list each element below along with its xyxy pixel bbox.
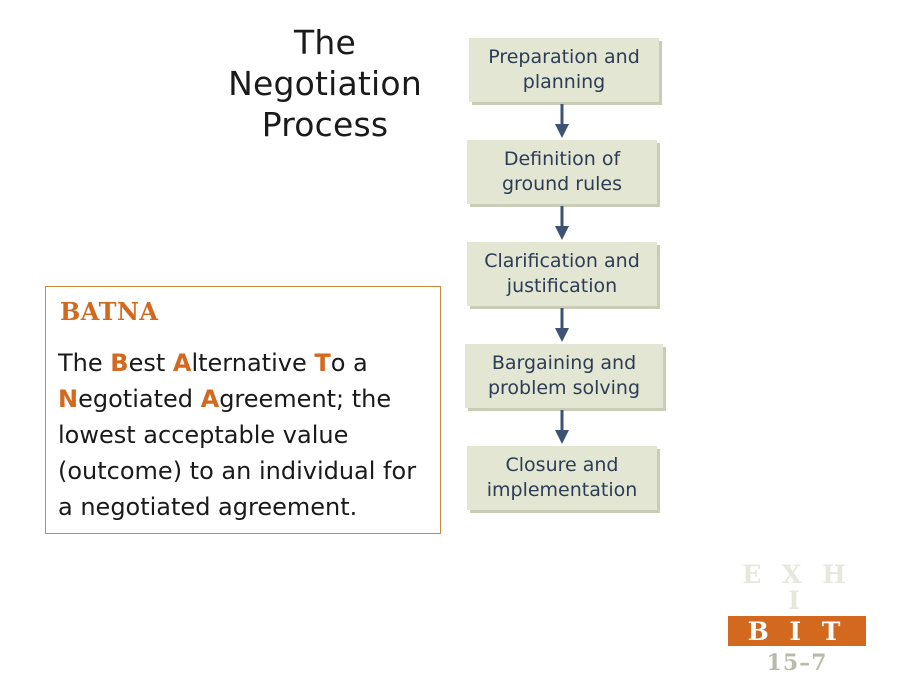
exhibit-bar bbox=[728, 616, 866, 646]
flow-arrow-3 bbox=[455, 306, 645, 344]
flow-step-5 bbox=[455, 446, 645, 510]
batna-seg-6: o a bbox=[330, 349, 368, 377]
flow-box-ground-rules bbox=[467, 140, 657, 204]
batna-seg-2: est bbox=[128, 349, 173, 377]
flow-label-5: Closure and implementation bbox=[486, 454, 638, 501]
flow-step-1 bbox=[455, 38, 645, 102]
flow-step-2 bbox=[455, 140, 645, 204]
batna-seg-3: A bbox=[172, 349, 192, 377]
flow-arrow-4 bbox=[455, 408, 645, 446]
flow-box-closure bbox=[467, 446, 657, 510]
flow-label-4: Bargaining and problem solving bbox=[487, 352, 641, 399]
flow-box-clarification bbox=[467, 242, 657, 306]
batna-seg-8: egotiated bbox=[78, 385, 201, 413]
title-line-3: Process bbox=[261, 105, 389, 144]
batna-body-text bbox=[58, 345, 432, 525]
batna-seg-1: B bbox=[110, 349, 129, 377]
flow-step-4 bbox=[455, 344, 645, 408]
batna-seg-9: A bbox=[200, 385, 220, 413]
flow-box-preparation bbox=[469, 38, 659, 102]
flow-label-3: Clarification and justification bbox=[484, 250, 640, 297]
flow-step-3 bbox=[455, 242, 645, 306]
negotiation-process-flowchart bbox=[455, 38, 685, 510]
exhibit-number: 15–7 bbox=[766, 650, 828, 675]
batna-callout-box bbox=[45, 286, 441, 534]
exhibit-badge bbox=[728, 562, 866, 675]
batna-seg-4: lternative bbox=[191, 349, 315, 377]
exhibit-word-bar: B I T bbox=[747, 616, 847, 646]
flow-label-1: Preparation and planning bbox=[488, 46, 640, 93]
batna-seg-10: greement; the lowest acceptable value (outcome) to an individual for a negotiated agreement. bbox=[58, 385, 417, 521]
exhibit-word-top: E X H I bbox=[742, 560, 852, 615]
title-line-2: Negotiation bbox=[228, 64, 422, 103]
flow-arrow-1 bbox=[455, 102, 645, 140]
title-line-1: The bbox=[294, 23, 356, 62]
flow-label-2: Definition of ground rules bbox=[502, 148, 622, 195]
batna-seg-7: N bbox=[58, 385, 79, 413]
flow-box-bargaining bbox=[465, 344, 663, 408]
flow-arrow-2 bbox=[455, 204, 645, 242]
page-title bbox=[170, 22, 480, 145]
batna-seg-5: T bbox=[314, 349, 331, 377]
batna-heading: BATNA bbox=[60, 297, 159, 326]
batna-seg-0: The bbox=[58, 349, 111, 377]
